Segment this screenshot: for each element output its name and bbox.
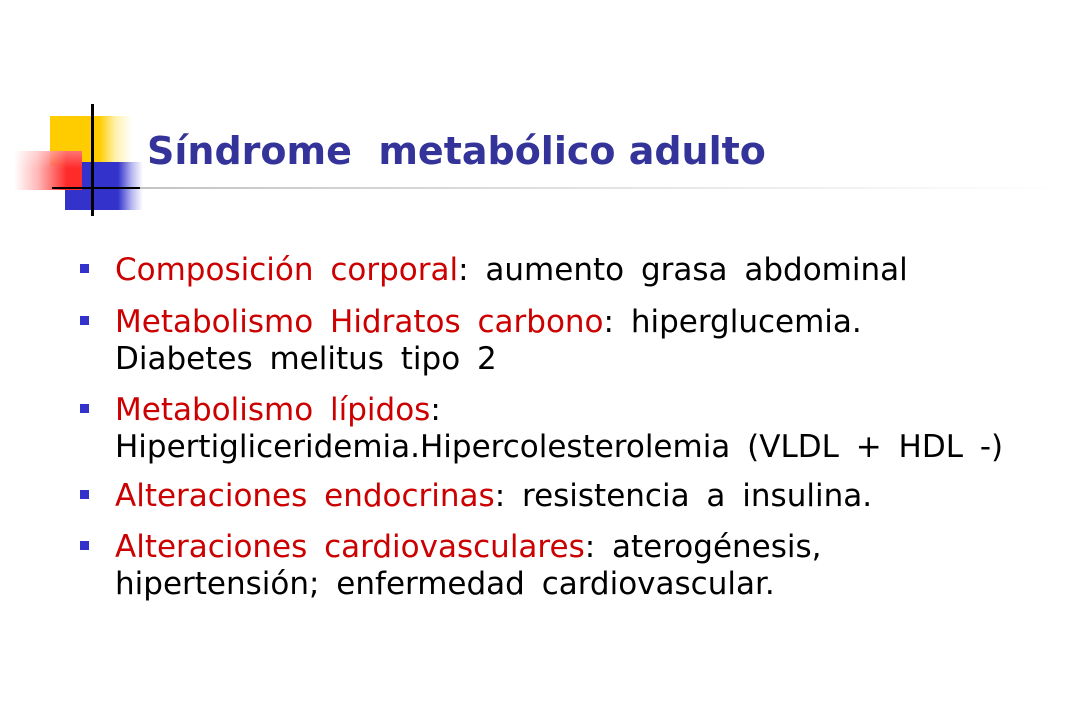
bullet-detail: : aumento grasa abdominal	[458, 252, 908, 288]
red-bar-decoration	[14, 151, 82, 190]
bullet-item-endocrinas	[80, 478, 1070, 515]
bullet-line	[115, 529, 1070, 566]
bullet-continuation: hipertensión; enfermedad cardiovascular.	[115, 566, 775, 602]
bullet-line	[115, 392, 1070, 429]
bullet-item-lipidos	[80, 392, 1070, 466]
bullet-term: Metabolismo lípidos	[115, 392, 431, 428]
bullet-line	[115, 252, 1070, 289]
bullet-detail: : aterogénesis,	[584, 529, 822, 565]
bullet-line	[115, 304, 1070, 341]
vertical-line-decoration	[91, 104, 94, 216]
bullet-detail: :	[430, 392, 441, 428]
bullet-detail: : hiperglucemia.	[603, 304, 862, 340]
bullet-term: Alteraciones cardiovasculares	[115, 529, 585, 565]
bullet-term: Composición corporal	[115, 252, 459, 288]
title-underline	[140, 187, 1068, 189]
slide-title: Síndrome metabólico adulto	[147, 129, 766, 173]
square-bullet-icon	[80, 490, 89, 499]
bullet-item-cardiovasculares	[80, 529, 1070, 603]
square-bullet-icon	[80, 541, 89, 550]
bullet-line	[115, 478, 1070, 515]
bullet-term: Metabolismo Hidratos carbono	[115, 304, 604, 340]
bullet-term: Alteraciones endocrinas	[115, 478, 495, 514]
bullet-item-hidratos	[80, 304, 1070, 378]
bullet-continuation: Diabetes melitus tipo 2	[115, 341, 497, 377]
horizontal-line-decoration	[52, 187, 144, 189]
square-bullet-icon	[80, 404, 89, 413]
bullet-detail: : resistencia a insulina.	[494, 478, 873, 514]
bullet-continuation: Hipertigliceridemia.Hipercolesterolemia (VLDL + HDL -)	[115, 429, 1004, 465]
bullet-item-composicion	[80, 252, 1070, 289]
square-bullet-icon	[80, 316, 89, 325]
square-bullet-icon	[80, 264, 89, 273]
